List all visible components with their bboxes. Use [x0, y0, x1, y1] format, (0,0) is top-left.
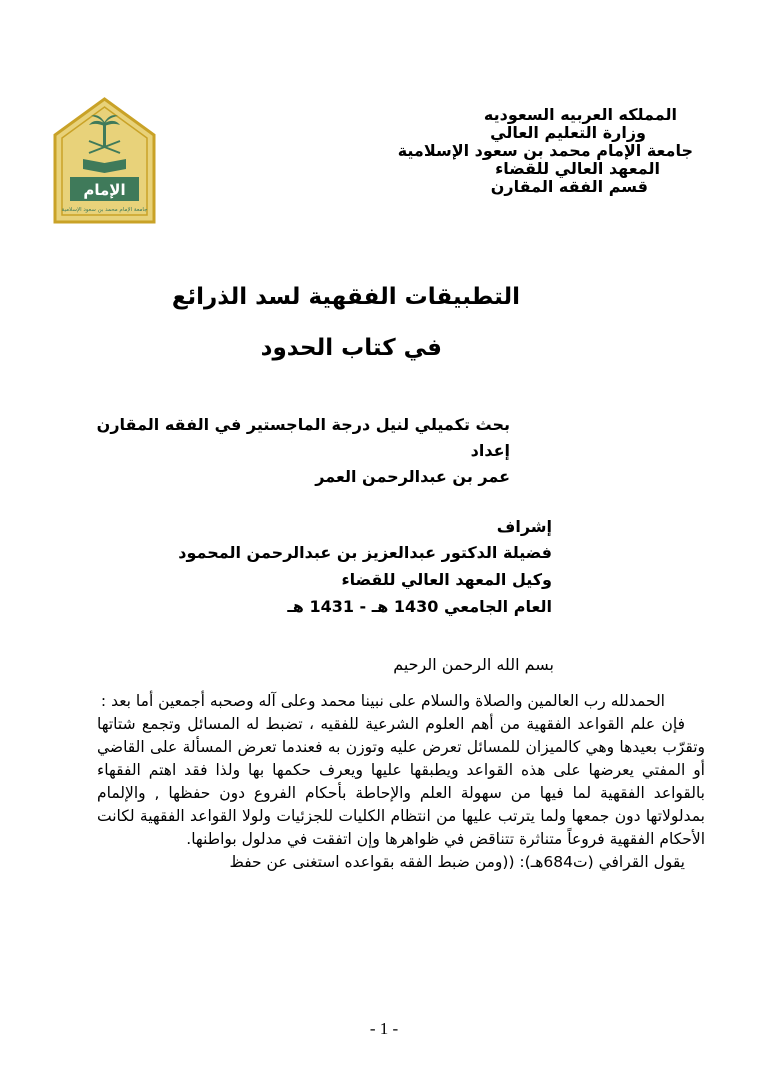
header-line-5: قسم الفقه المقارن — [490, 177, 648, 196]
main-paragraph: فإن علم القواعد الفقهية من أهم العلوم الشرعية للفقيه ، تضبط له المسائل وتجمع شتاتها وتقرّب بعيدها وهي كالميزان للمسائل تعرض عليه وتوزن به فعندما تعرض المسألة على القاضي أو المفتي يعرضها على هذه القواعد ويطبقها عليها ويعرف حكمها بها ولذا فقد اهتم الفقهاء بالقواعد الفقهية لما فيها من سهولة العلم والإحاطة بأحكام الفروع دون حفظها , والإلمام بمدلولاتها دون جمعها ولما يترتب عليها من انتظام الكليات للجزئيات ولولا القواعد الفقهية لكانت الأحكام الفقهية فروعاً متناثرة تتناقض في ظواهرها وإن اتفقت في مدلول بواطنها. — [97, 715, 705, 848]
header-line-1: المملكه العربيه السعوديه — [483, 105, 677, 124]
header-line-3: جامعة الإمام محمد بن سعود الإسلامية — [397, 141, 693, 160]
author-name: عمر بن عبدالرحمن العمر — [315, 467, 510, 486]
academic-year: العام الجامعي 1430 هـ - 1431 هـ — [287, 597, 552, 616]
header-line-4: المعهد العالي للقضاء — [495, 159, 660, 178]
supervision-label: إشراف — [496, 517, 552, 536]
body-text — [97, 690, 705, 874]
page-title: التطبيقات الفقهية لسد الذرائع — [171, 284, 520, 310]
prepared-label: إعداد — [470, 441, 510, 460]
supervisor-name: فضيلة الدكتور عبدالعزيز بن عبدالرحمن المحمود — [178, 543, 552, 562]
quote-paragraph: يقول القرافي (ت684هـ): ((ومن ضبط الفقه بقواعده استغنى عن حفظ — [229, 853, 685, 871]
page-number: - 1 - — [369, 1019, 399, 1038]
university-logo — [53, 97, 156, 224]
logo-text: الإمام — [83, 181, 126, 199]
page-subtitle: في كتاب الحدود — [260, 335, 442, 361]
header-line-2: وزارة التعليم العالي — [490, 123, 646, 142]
logo-emblem-icon — [53, 97, 156, 224]
basmala: بسم الله الرحمن الرحيم — [393, 655, 554, 674]
supervisor-role: وكيل المعهد العالي للقضاء — [341, 570, 552, 589]
logo-subtitle: جامعة الإمام محمد بن سعود الإسلامية — [61, 207, 148, 213]
thesis-description: بحث تكميلي لنيل درجة الماجستير في الفقه المقارن — [96, 415, 510, 434]
opening-paragraph: الحمدلله رب العالمين والصلاة والسلام على نبينا محمد وعلى آله وصحبه أجمعين أما بعد : — [100, 692, 665, 710]
